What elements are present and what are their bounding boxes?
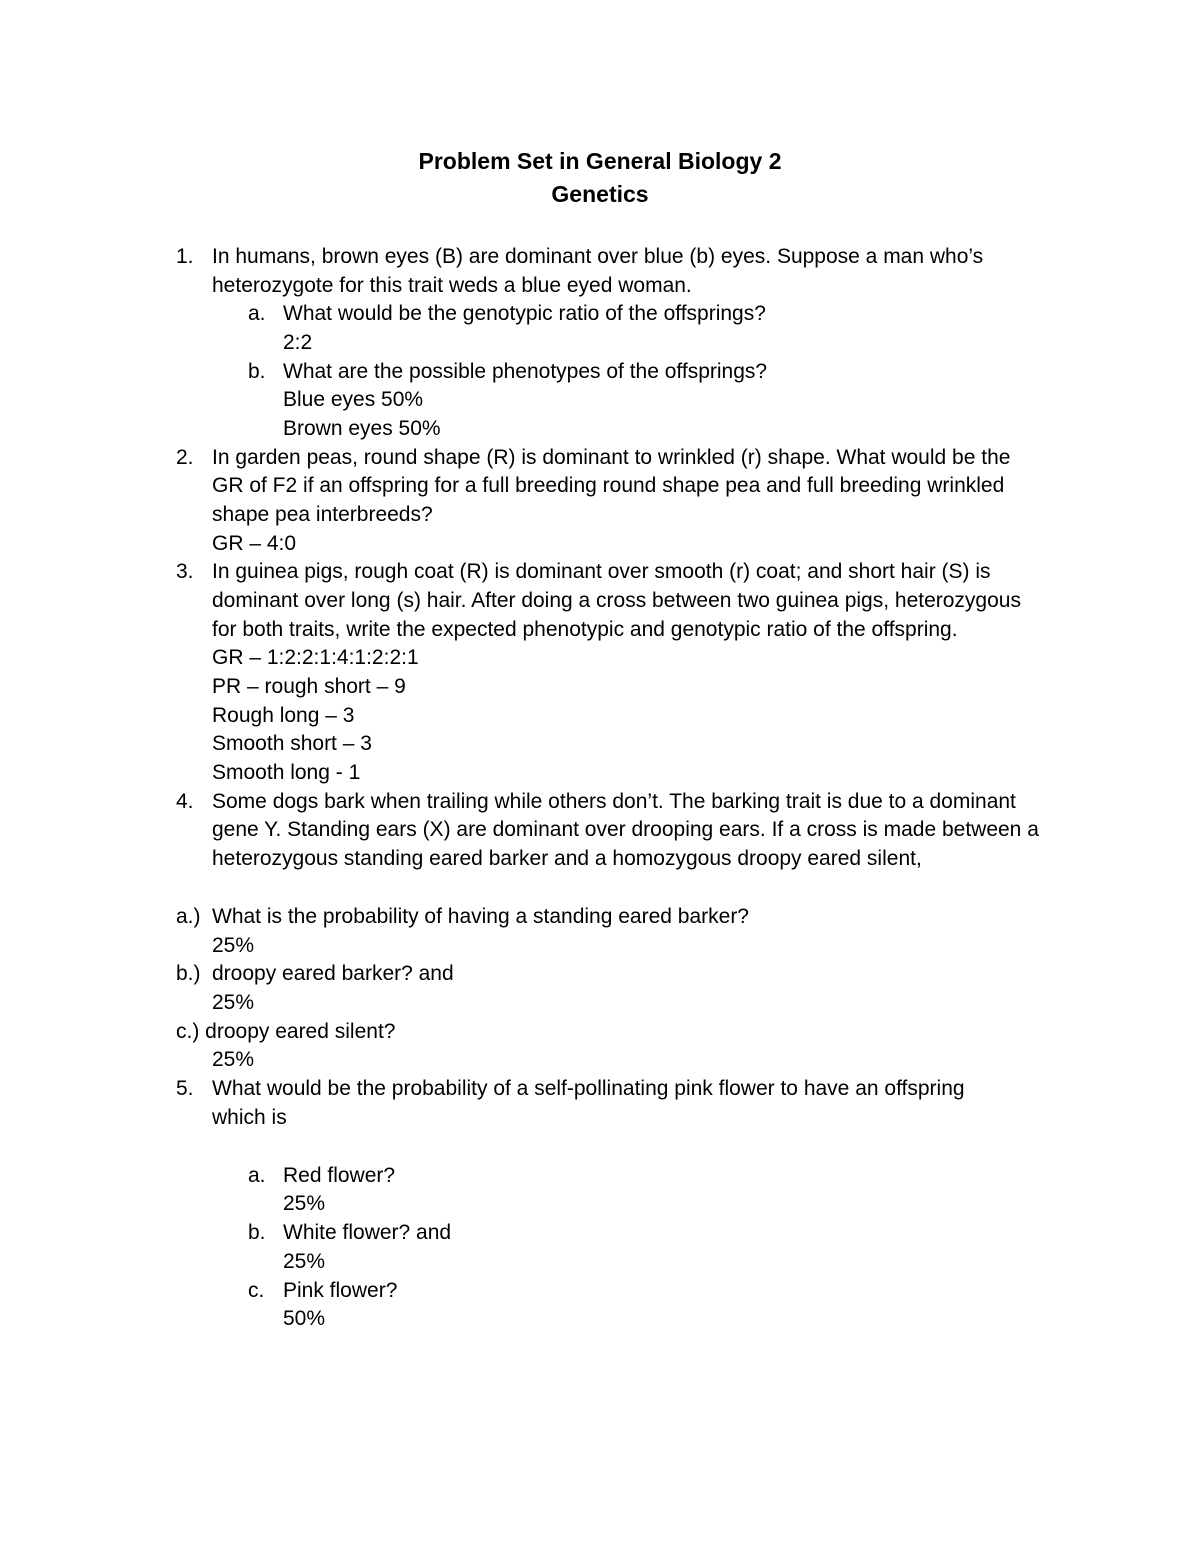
question-2-text-line-2: GR of F2 if an offspring for a full breeding round shape pea and full breeding wrinkled (212, 474, 1005, 497)
question-4a-text: What is the probability of having a standing eared barker? (212, 905, 749, 928)
question-4-text-line-3: heterozygous standing eared barker and a homozygous droopy eared silent, (212, 847, 922, 870)
question-4-text-line-1: Some dogs bark when trailing while others don’t. The barking trait is due to a dominant (212, 790, 1016, 813)
question-3-text-line-1: In guinea pigs, rough coat (R) is dominant over smooth (r) coat; and short hair (S) is (212, 560, 991, 583)
question-5b-answer: 25% (283, 1250, 326, 1273)
document-title: Problem Set in General Biology 2 (418, 148, 782, 174)
question-5a-label: a. (248, 1164, 266, 1187)
question-1a-text: What would be the genotypic ratio of the offsprings? (283, 302, 766, 325)
question-1-number: 1. (176, 245, 194, 268)
question-5-text-line-1: What would be the probability of a self-pollinating pink flower to have an offspring (212, 1077, 965, 1100)
question-1b-label: b. (248, 360, 266, 383)
question-3-number: 3. (176, 560, 194, 583)
question-5b-label: b. (248, 1221, 266, 1244)
question-4a-label: a.) (176, 905, 201, 928)
question-5-number: 5. (176, 1077, 194, 1100)
question-4b-label: b.) (176, 962, 201, 985)
question-5b-text: White flower? and (283, 1221, 452, 1244)
question-1b-answer-2: Brown eyes 50% (283, 417, 441, 440)
question-3-text-line-2: dominant over long (s) hair. After doing a cross between two guinea pigs, heterozygous (212, 589, 1021, 612)
question-5a-text: Red flower? (283, 1164, 396, 1187)
question-1b-text: What are the possible phenotypes of the offsprings? (283, 360, 768, 383)
question-5a-answer: 25% (283, 1192, 326, 1215)
question-5-text-line-2: which is (212, 1106, 287, 1129)
question-5c-answer: 50% (283, 1307, 326, 1330)
question-5c-label: c. (248, 1279, 265, 1302)
question-3-text-line-3: for both traits, write the expected phenotypic and genotypic ratio of the offspring. (212, 618, 958, 641)
question-5c-text: Pink flower? (283, 1279, 398, 1302)
question-1-text-line-1: In humans, brown eyes (B) are dominant over blue (b) eyes. Suppose a man who’s (212, 245, 984, 268)
question-3-answer-1: GR – 1:2:2:1:4:1:2:2:1 (212, 646, 419, 669)
question-3-answer-4: Smooth short – 3 (212, 732, 372, 755)
question-3-answer-3: Rough long – 3 (212, 704, 355, 727)
question-4-number: 4. (176, 790, 194, 813)
question-4c-answer: 25% (212, 1048, 255, 1071)
question-3-answer-5: Smooth long - 1 (212, 761, 361, 784)
document-subtitle: Genetics (551, 181, 649, 207)
question-1a-label: a. (248, 302, 266, 325)
question-4b-answer: 25% (212, 991, 255, 1014)
question-4c-text: c.) droopy eared silent? (176, 1020, 396, 1043)
question-1a-answer: 2:2 (283, 331, 313, 354)
question-2-text-line-1: In garden peas, round shape (R) is dominant to wrinkled (r) shape. What would be the (212, 446, 1011, 469)
question-3-answer-2: PR – rough short – 9 (212, 675, 406, 698)
question-2-text-line-3: shape pea interbreeds? (212, 503, 433, 526)
question-1b-answer-1: Blue eyes 50% (283, 388, 424, 411)
question-1-text-line-2: heterozygote for this trait weds a blue eyed woman. (212, 274, 692, 297)
question-4b-text: droopy eared barker? and (212, 962, 454, 985)
question-4-text-line-2: gene Y. Standing ears (X) are dominant over drooping ears. If a cross is made between a (212, 818, 1039, 841)
question-2-number: 2. (176, 446, 194, 469)
question-4a-answer: 25% (212, 934, 255, 957)
question-2-answer: GR – 4:0 (212, 532, 297, 555)
